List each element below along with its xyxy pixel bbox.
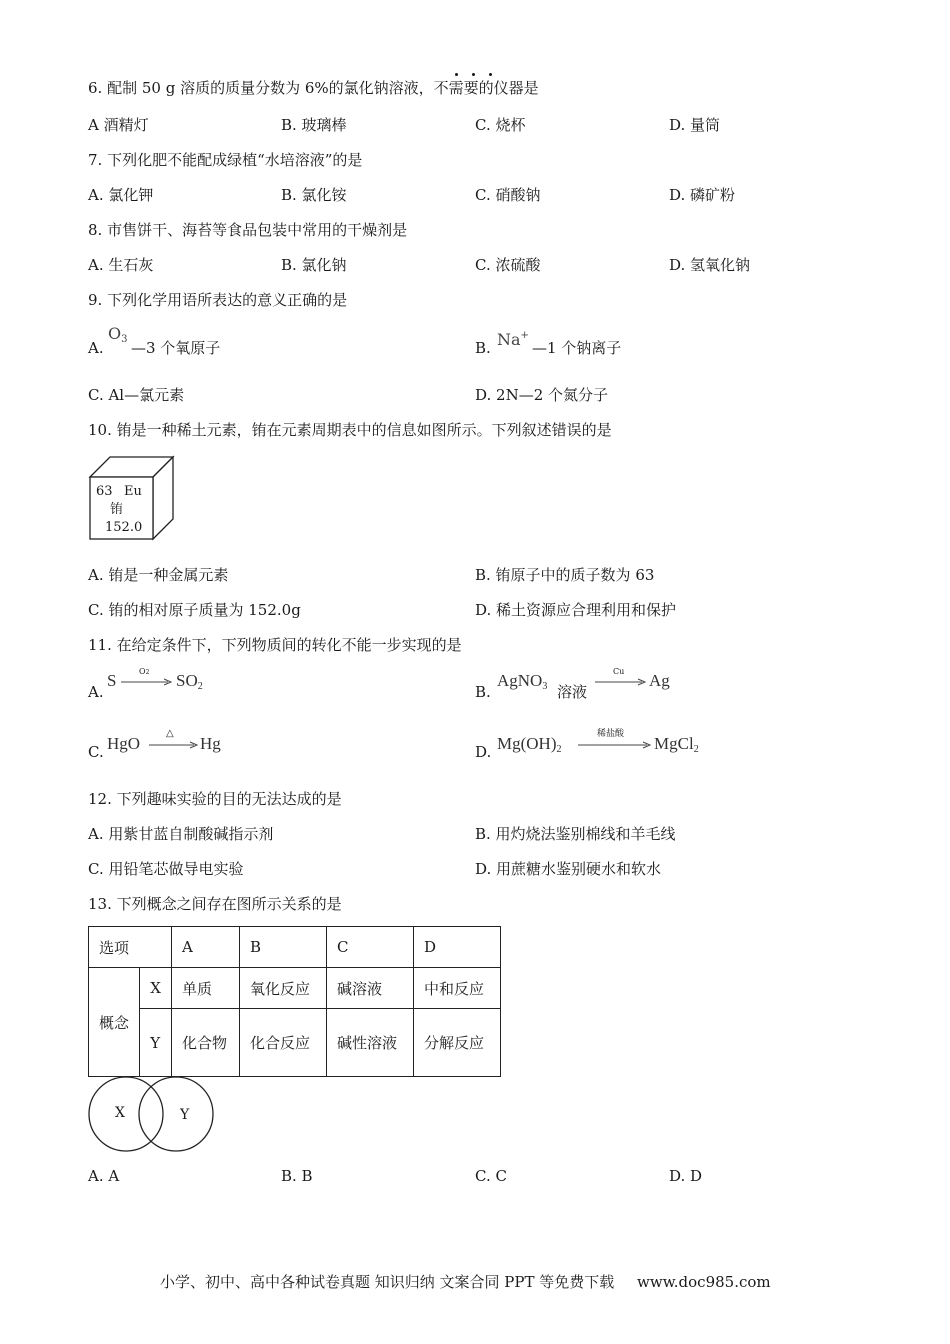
q7-option-d: D. 磷矿粉 bbox=[669, 186, 736, 204]
table-header-cell: B bbox=[240, 927, 327, 968]
q11-a-product: $SO_2$ bbox=[176, 671, 203, 692]
q13-option-a: A. A bbox=[88, 1167, 120, 1185]
q11-c-condition: △ bbox=[166, 728, 174, 739]
q9-option-b-label: B. bbox=[475, 339, 491, 357]
table-header-cell: D bbox=[414, 927, 501, 968]
q11-b-reactant: AgNO$_3$ bbox=[497, 671, 548, 692]
reaction-arrow bbox=[148, 739, 202, 751]
table-header-cell: C bbox=[327, 927, 414, 968]
q9-option-b-formula: Na+ bbox=[497, 330, 529, 349]
q11-a-condition: O2 bbox=[139, 667, 150, 676]
reaction-arrow bbox=[594, 676, 648, 688]
q6-option-a: A 酒精灯 bbox=[88, 116, 149, 134]
emphasis-dot bbox=[455, 73, 458, 76]
q6-option-d: D. 量筒 bbox=[669, 116, 721, 134]
concept-table bbox=[88, 926, 501, 1077]
table-cell: 化合反应 bbox=[240, 1009, 327, 1077]
venn-diagram bbox=[84, 1076, 220, 1154]
reaction-arrow bbox=[120, 676, 174, 688]
venn-label-y: Y bbox=[180, 1107, 190, 1123]
table-row bbox=[89, 1009, 501, 1077]
table-header-row bbox=[89, 927, 501, 968]
q10-option-c: C. 铕的相对原子质量为 152.0g bbox=[88, 601, 301, 619]
q9-option-a-formula: $O_3$ bbox=[108, 324, 128, 345]
table-cell: 氧化反应 bbox=[240, 968, 327, 1009]
atomic-mass: 152.0 bbox=[105, 520, 143, 535]
q9-option-a-label: A. bbox=[88, 339, 104, 357]
table-cell: 碱溶液 bbox=[327, 968, 414, 1009]
q11-d-product: MgCl$_2$ bbox=[654, 734, 699, 755]
q9-option-b-text: —1 个钠离子 bbox=[532, 339, 622, 357]
q7-option-b: B. 氯化铵 bbox=[281, 186, 347, 204]
q6-emphasis: 不需要 bbox=[433, 79, 479, 97]
q12-option-d: D. 用蔗糖水鉴别硬水和软水 bbox=[475, 860, 662, 878]
q10-option-d: D. 稀土资源应合理利用和保护 bbox=[475, 601, 677, 619]
table-cell: 分解反应 bbox=[414, 1009, 501, 1077]
element-tile-figure bbox=[88, 455, 176, 541]
q10-stem: 10. 铕是一种稀土元素，铕在元素周期表中的信息如图所示。下列叙述错误的是 bbox=[88, 421, 612, 439]
row-label-y: Y bbox=[140, 1009, 172, 1077]
q12-option-b: B. 用灼烧法鉴别棉线和羊毛线 bbox=[475, 825, 676, 843]
table-cell: 碱性溶液 bbox=[327, 1009, 414, 1077]
q8-option-a: A. 生石灰 bbox=[88, 256, 154, 274]
emphasis-dot bbox=[489, 73, 492, 76]
q12-option-c: C. 用铅笔芯做导电实验 bbox=[88, 860, 244, 878]
q11-d-reactant: $Mg(OH)_2$ bbox=[497, 734, 562, 755]
table-header-cell: 选项 bbox=[89, 927, 172, 968]
q6-option-c: C. 烧杯 bbox=[475, 116, 526, 134]
q11-c-reactant: HgO bbox=[107, 734, 141, 753]
footer-link[interactable]: www.doc985.com bbox=[637, 1273, 771, 1291]
table-header-cell: A bbox=[172, 927, 240, 968]
page-footer bbox=[160, 1271, 771, 1292]
q11-option-c-label: C. bbox=[88, 743, 104, 761]
q11-option-d-label: D. bbox=[475, 743, 492, 761]
element-symbol: Eu bbox=[124, 484, 142, 499]
q9-option-d: D. 2N—2 个氮分子 bbox=[475, 386, 609, 404]
q6-stem: 6. 配制 50 g 溶质的质量分数为 6%的氯化钠溶液，不需要的仪器是 bbox=[88, 79, 539, 97]
table-row bbox=[89, 968, 501, 1009]
q11-option-a-label: A. bbox=[88, 683, 104, 701]
q7-option-a: A. 氯化钾 bbox=[88, 186, 154, 204]
atomic-number: 63 bbox=[96, 484, 113, 499]
q9-option-c: C. Al—氯元素 bbox=[88, 386, 185, 404]
q12-stem: 12. 下列趣味实验的目的无法达成的是 bbox=[88, 790, 342, 808]
q13-option-c: C. C bbox=[475, 1167, 507, 1185]
element-name: 铕 bbox=[110, 502, 124, 517]
q7-stem: 7. 下列化肥不能配成绿植“水培溶液”的是 bbox=[88, 151, 363, 169]
q13-stem: 13. 下列概念之间存在图所示关系的是 bbox=[88, 895, 342, 913]
q11-d-condition: 稀盐酸 bbox=[597, 729, 625, 739]
q12-option-a: A. 用紫甘蓝自制酸碱指示剂 bbox=[88, 825, 274, 843]
q13-option-d: D. D bbox=[669, 1167, 703, 1185]
q11-stem: 11. 在给定条件下，下列物质间的转化不能一步实现的是 bbox=[88, 636, 462, 654]
table-cell: 单质 bbox=[172, 968, 240, 1009]
row-label-x: X bbox=[140, 968, 172, 1009]
reaction-arrow bbox=[577, 739, 653, 751]
q11-b-product: Ag bbox=[649, 671, 670, 690]
q11-c-product: Hg bbox=[200, 734, 221, 753]
q9-option-a-text: —3 个氧原子 bbox=[131, 339, 221, 357]
q8-stem: 8. 市售饼干、海苔等食品包装中常用的干燥剂是 bbox=[88, 221, 408, 239]
q10-option-a: A. 铕是一种金属元素 bbox=[88, 566, 229, 584]
q11-b-condition: Cu bbox=[613, 667, 625, 676]
q13-option-b: B. B bbox=[281, 1167, 313, 1185]
q6-option-b: B. 玻璃棒 bbox=[281, 116, 347, 134]
footer-text: 小学、初中、高中各种试卷真题 知识归纳 文案合同 PPT 等免费下载 bbox=[160, 1273, 615, 1291]
q9-stem: 9. 下列化学用语所表达的意义正确的是 bbox=[88, 291, 348, 309]
q11-a-reactant: S bbox=[107, 671, 117, 690]
q11-b-reactant-state: 溶液 bbox=[557, 683, 588, 701]
concept-group-label: 概念 bbox=[89, 968, 140, 1077]
q7-option-c: C. 硝酸钠 bbox=[475, 186, 541, 204]
q11-option-b-label: B. bbox=[475, 683, 491, 701]
emphasis-dot bbox=[472, 73, 475, 76]
q10-option-b: B. 铕原子中的质子数为 63 bbox=[475, 566, 655, 584]
table-cell: 中和反应 bbox=[414, 968, 501, 1009]
q8-option-d: D. 氢氧化钠 bbox=[669, 256, 751, 274]
table-cell: 化合物 bbox=[172, 1009, 240, 1077]
venn-label-x: X bbox=[115, 1105, 125, 1121]
q8-option-c: C. 浓硫酸 bbox=[475, 256, 541, 274]
q8-option-b: B. 氯化钠 bbox=[281, 256, 347, 274]
